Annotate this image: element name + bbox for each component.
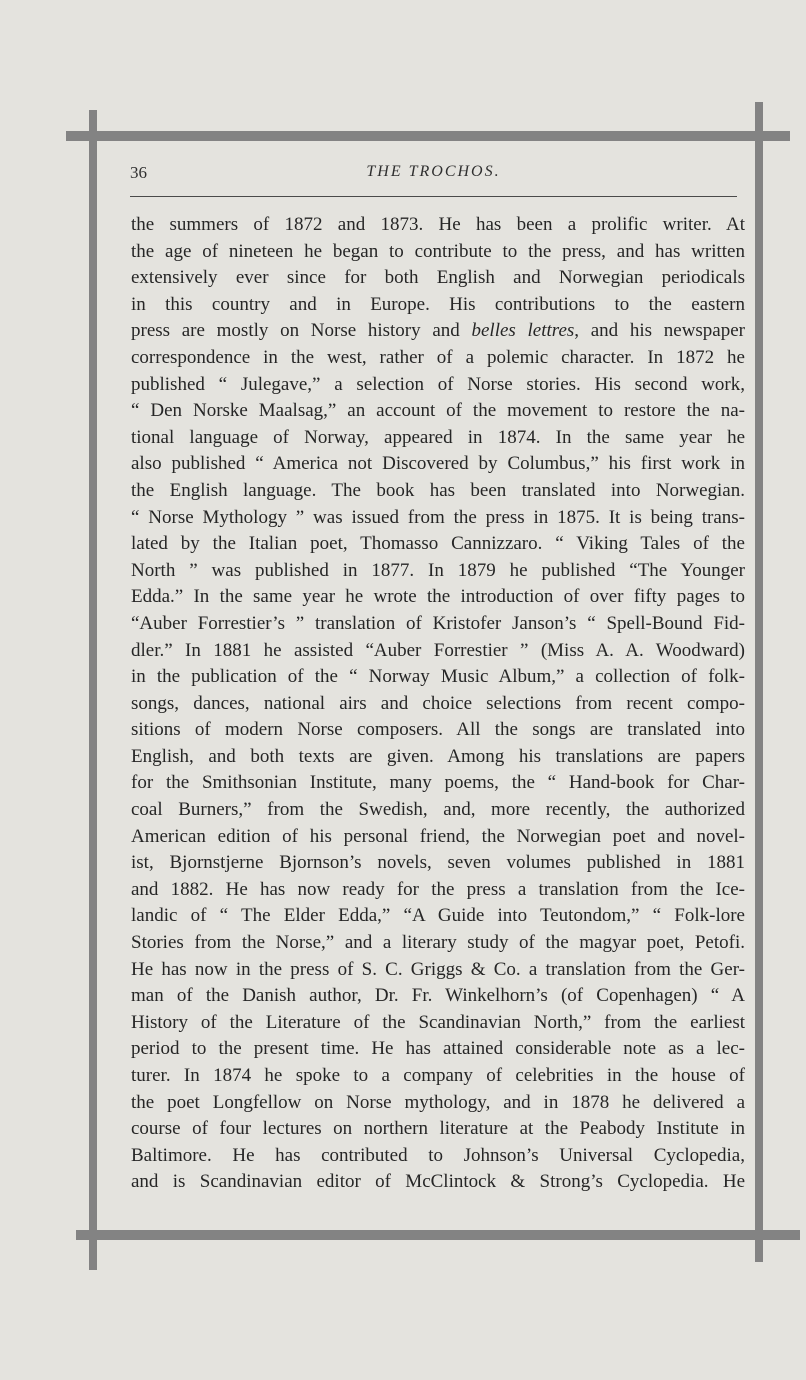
- text-line: and is Scandinavian editor of McClintock & Strong’s Cyclopedia. He: [131, 1171, 745, 1193]
- page-number: 36: [130, 163, 147, 182]
- text-line: Baltimore. He has contributed to Johnson’s Universal Cyclopedia,: [131, 1144, 745, 1166]
- frame-rule-top: [66, 131, 790, 141]
- text-line: History of the Literature of the Scandinavian North,” from the earliest: [131, 1011, 745, 1033]
- running-title: THE TROCHOS.: [366, 163, 501, 180]
- text-line: period to the present time. He has attained considerable note as a lec-: [131, 1038, 745, 1060]
- text-line: extensively ever since for both English and Norwegian periodicals: [131, 267, 745, 289]
- text-line: also published “ America not Discovered by Columbus,” his first work in: [131, 453, 745, 475]
- text-line: for the Smithsonian Institute, many poems, the “ Hand-book for Char-: [131, 772, 745, 794]
- text-line: published “ Julegave,” a selection of Norse stories. His second work,: [131, 373, 745, 395]
- text-line: course of four lectures on northern literature at the Peabody Institute in: [131, 1118, 745, 1140]
- text-line: correspondence in the west, rather of a polemic character. In 1872 he: [131, 346, 745, 368]
- text-line: [131, 318, 745, 345]
- text-line: the English language. The book has been translated into Norwegian.: [131, 479, 745, 501]
- text-line: the summers of 1872 and 1873. He has been a prolific writer. At: [131, 214, 745, 235]
- text-line: the poet Longfellow on Norse mythology, and in 1878 he delivered a: [131, 1091, 745, 1113]
- text-line: man of the Danish author, Dr. Fr. Winkelhorn’s (of Copenhagen) “ A: [131, 985, 745, 1007]
- text-line: sitions of modern Norse composers. All the songs are translated into: [131, 719, 745, 741]
- text-line: tional language of Norway, appeared in 1874. In the same year he: [131, 426, 745, 448]
- text-line: coal Burners,” from the Swedish, and, more recently, the authorized: [131, 799, 745, 821]
- text-line: Stories from the Norse,” and a literary study of the magyar poet, Petofi.: [131, 932, 745, 954]
- text-line: the age of nineteen he began to contribute to the press, and has written: [131, 240, 745, 262]
- text-line: ist, Bjornstjerne Bjornson’s novels, seven volumes published in 1881: [131, 852, 745, 874]
- text-line: in this country and in Europe. His contributions to the eastern: [131, 293, 745, 315]
- italic-phrase: belles lettres: [471, 320, 575, 342]
- text-line: landic of “ The Elder Edda,” “A Guide into Teutondom,” “ Folk-lore: [131, 905, 745, 927]
- text-line: “ Norse Mythology ” was issued from the press in 1875. It is being trans-: [131, 506, 745, 528]
- text-line: “Auber Forrestier’s ” translation of Kristofer Janson’s “ Spell-Bound Fid-: [131, 612, 745, 634]
- text-line: “ Den Norske Maalsag,” an account of the movement to restore the na-: [131, 400, 745, 422]
- text-line: American edition of his personal friend, the Norwegian poet and novel-: [131, 825, 745, 847]
- text-line: turer. In 1874 he spoke to a company of celebrities in the house of: [131, 1065, 745, 1086]
- frame-rule-bottom: [76, 1230, 800, 1240]
- text-line: dler.” In 1881 he assisted “Auber Forrestier ” (Miss A. A. Woodward): [131, 639, 745, 661]
- text-segment: press are mostly on Norse history and: [131, 320, 472, 342]
- text-line: He has now in the press of S. C. Griggs & Co. a translation from the Ger-: [131, 958, 745, 980]
- text-line: Edda.” In the same year he wrote the introduction of over fifty pages to: [131, 586, 745, 608]
- body-text: [131, 212, 745, 1196]
- text-line: North ” was published in 1877. In 1879 he published “The Younger: [131, 559, 745, 581]
- frame-rule-right: [755, 102, 763, 1262]
- frame-rule-left: [89, 110, 97, 1270]
- text-line: lated by the Italian poet, Thomasso Cannizzaro. “ Viking Tales of the: [131, 533, 745, 555]
- text-line: in the publication of the “ Norway Music Album,” a collection of folk-: [131, 666, 745, 688]
- page-header: [130, 163, 737, 187]
- text-line: and 1882. He has now ready for the press a translation from the Ice-: [131, 878, 745, 900]
- text-line: songs, dances, national airs and choice selections from recent compo-: [131, 692, 745, 714]
- header-divider: [130, 196, 737, 197]
- text-line: English, and both texts are given. Among his translations are papers: [131, 745, 745, 767]
- text-segment: , and his newspaper: [574, 320, 745, 342]
